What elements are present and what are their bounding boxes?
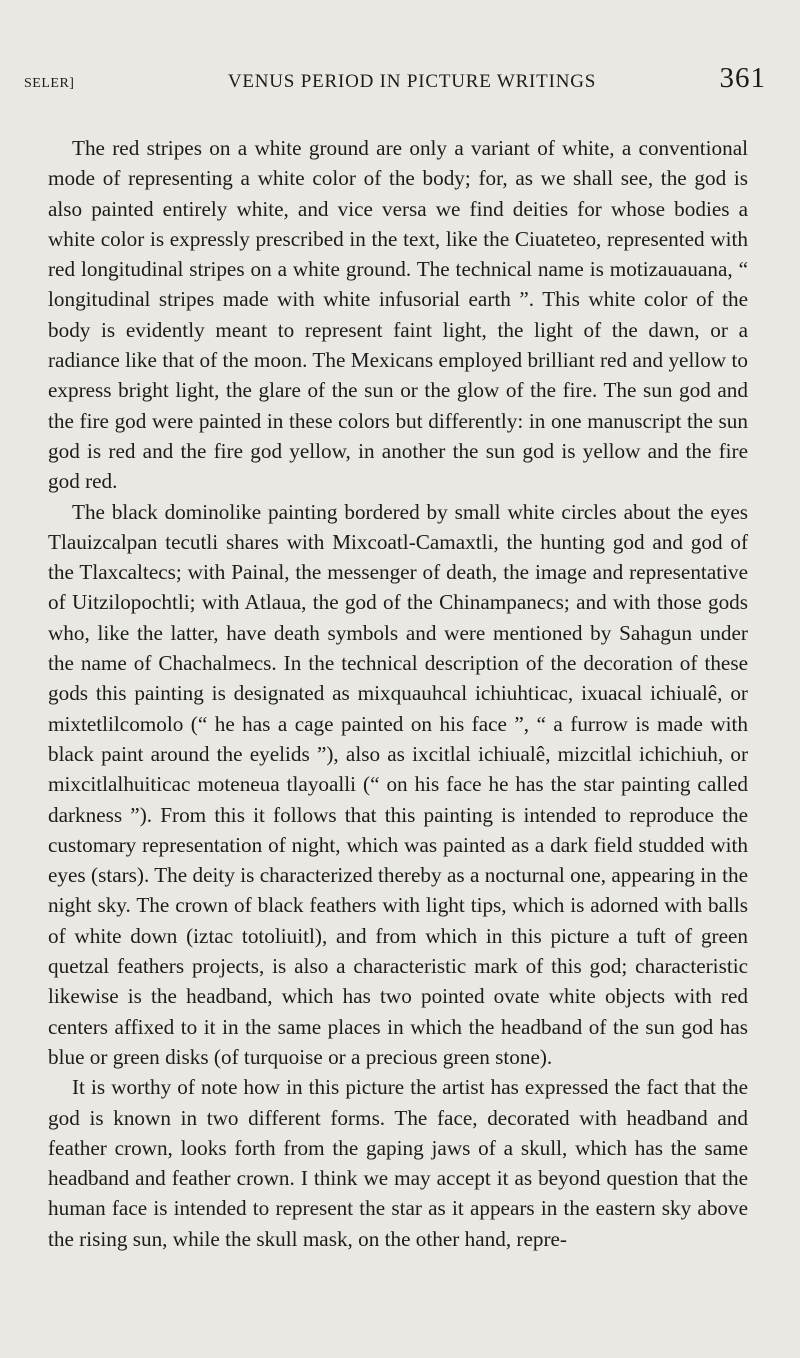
paragraph-two-forms: It is worthy of note how in this picture the artist has expressed the fact that the god is known in two different forms. The face, decorated with headband and feather crown, looks forth from the gaping jaws of a skull, which has the same headband and feather crown. I think we may accept it as beyond question that the human face is intended to represent the star as it appears in the eastern sky above the rising sun, while the skull mask, on the other hand, repre- [48, 1075, 748, 1251]
paragraph-red-stripes: The red stripes on a white ground are only a variant of white, a conventional mode of representing a white color of the body; for, as we shall see, the god is also painted entirely white, and vice versa we find deities for whose bodies a white color is expressly prescribed in the text, like the Ciuateteo, represented with red longitudinal stripes on a white ground. The technical name is motizauauana, “ longitudinal stripes made with white infusorial earth ”. This white color of the body is evidently meant to represent faint light, the light of the dawn, or a radiance like that of the moon. The Mexicans employed brilliant red and yellow to express bright light, the glare of the sun or the glow of the fire. The sun god and the fire god were painted in these colors but differently: in one manuscript the sun god is red and the fire god yellow, in another the sun god is yellow and the fire god red. [48, 136, 748, 494]
running-head-title: VENUS PERIOD IN PICTURE WRITINGS [227, 71, 597, 92]
running-head-author: SELER] [24, 76, 75, 91]
page-number: 361 [719, 62, 766, 94]
paragraph-black-dominolike-painting: The black dominolike painting bordered by small white circles about the eyes Tlauizcalpan tecutli shares with Mixcoatl-Camaxtli, the hunting god and god of the Tlaxcaltecs; with Painal, the messenger of death, the image and representative of Uitzilopochtli; with Atlaua, the god of the Chinampanecs; and with those gods who, like the latter, have death symbols and were mentioned by Sahagun under the name of Chachalmecs. In the technical description of the decoration of these gods this painting is designated as mixquauhcal ichiuhticac, ixuacal ichiualê, or mixtetlilcomolo (“ he has a cage painted on his face ”, “ a furrow is made with black paint around the eyelids ”), also as ixcitlal ichiualê, mizcitlal ichichiuh, or mixcitlalhuiticac moteneua tlayoalli (“ on his face he has the star painting called darkness ”). From this it follows that this painting is intended to reproduce the customary representation of night, which was painted as a dark field studded with eyes (stars). The deity is characterized thereby as a nocturnal one, appearing in the night sky. The crown of black feathers with light tips, which is adorned with balls of white down (iztac totoliuitl), and from which in this picture a tuft of green quetzal feathers projects, is also a characteristic mark of this god; characteristic likewise is the headband, which has two pointed ovate white objects with red centers affixed to it in the same places in which the headband of the sun god has blue or green disks (of turquoise or a precious green stone). [48, 499, 748, 1069]
body-text [48, 133, 748, 1254]
running-head [24, 62, 766, 102]
